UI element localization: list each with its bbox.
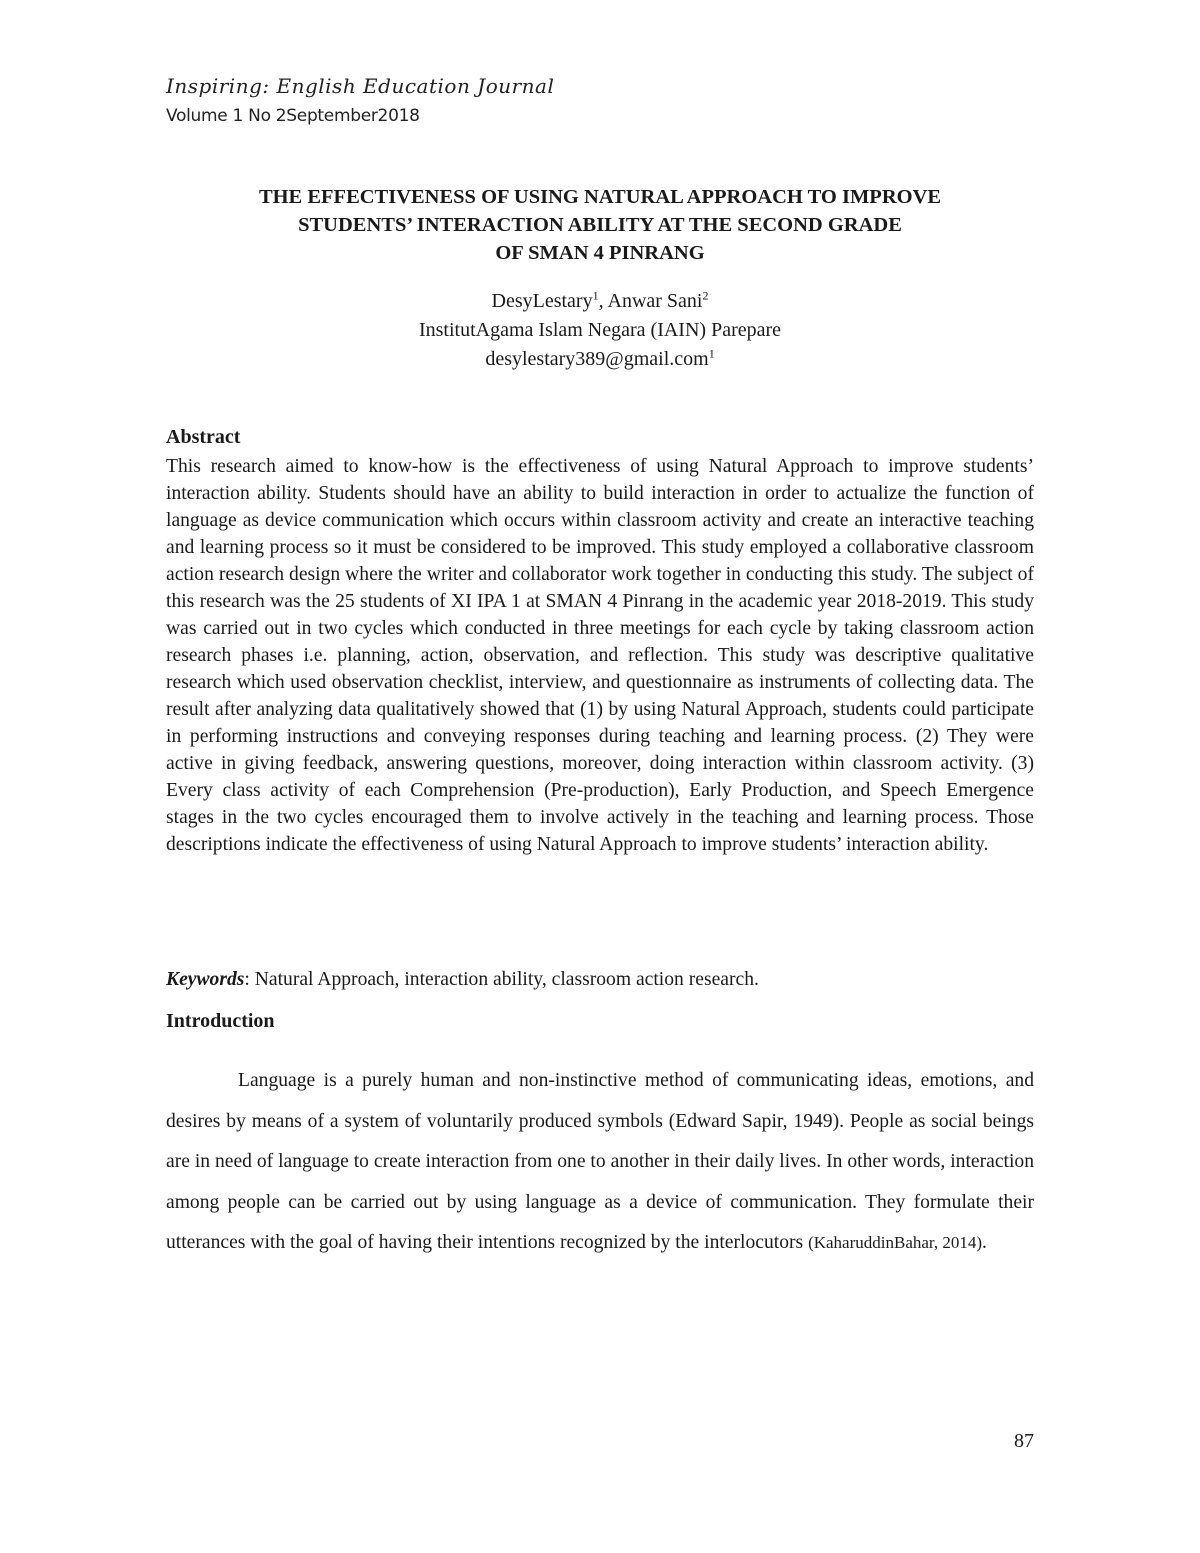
keywords-label: Keywords (166, 969, 245, 990)
title-line-3: OF SMAN 4 PINRANG (495, 242, 705, 264)
journal-name: Inspiring: English Education Journal (166, 74, 555, 98)
introduction-heading: Introduction (166, 1010, 275, 1032)
introduction-citation: (KaharuddinBahar, 2014) (808, 1233, 983, 1252)
authors-block (166, 287, 1034, 374)
author-1: DesyLestary (491, 290, 593, 312)
email-mark: 1 (708, 346, 715, 361)
affiliation: InstitutAgama Islam Negara (IAIN) Parepare (418, 319, 782, 341)
introduction-text: Language is a purely human and non-instinctive method of communicating ideas, emotions, and desires by means of a system of voluntarily produced symbols (Edward Sapir, 1949). People as social beings are in need of language to create interaction from one to another in their daily lives. In other words, interaction among people can be carried out by using language as a device of communication. They formulate their utterances with the goal of having their intentions recognized by the interlocutors (166, 1070, 1034, 1253)
introduction-end: . (982, 1232, 987, 1253)
email-line (166, 345, 1034, 374)
introduction-paragraph (166, 1061, 1034, 1264)
page-number: 87 (1014, 1430, 1034, 1452)
author-1-mark: 1 (592, 288, 599, 303)
abstract-text: This research aimed to know-how is the effectiveness of using Natural Approach to improve students’ interaction ability. Students should have an ability to build interaction in order to actualize the function of language as device communication which occurs within classroom activity and create an interactive teaching and learning process so it must be considered to be improved. This study employed a collaborative classroom action research design where the writer and collaborator work together in conducting this study. The subject of this research was the 25 students of XI IPA 1 at SMAN 4 Pinrang in the academic year 2018-2019. This study was carried out in two cycles which conducted in three meetings for each cycle by taking classroom action research phases i.e. planning, action, observation, and reflection. This study was descriptive qualitative research which used observation checklist, interview, and questionnaire as instruments of collecting data. The result after analyzing data qualitatively showed that (1) by using Natural Approach, students could participate in performing instructions and conveying responses during teaching and learning process. (2) They were active in giving feedback, answering questions, moreover, doing interaction within classroom activity. (3) Every class activity of each Comprehension (Pre-production), Early Production, and Speech Emergence stages in the two cycles encouraged them to involve actively in the teaching and learning process. Those descriptions indicate the effectiveness of using Natural Approach to improve students’ interaction ability. (166, 456, 1034, 855)
keywords-line (166, 966, 1034, 993)
author-separator: , (598, 290, 608, 312)
author-line (166, 287, 1034, 316)
author-email: desylestary389@gmail.com (485, 348, 709, 370)
paper-title (166, 183, 1034, 267)
keywords-colon: : (244, 969, 250, 990)
author-2-mark: 2 (702, 288, 709, 303)
title-line-2: STUDENTS’ INTERACTION ABILITY AT THE SECOND GRADE (298, 214, 902, 236)
journal-volume: Volume 1 No 2September2018 (166, 106, 420, 126)
title-line-1: THE EFFECTIVENESS OF USING NATURAL APPROACH TO IMPROVE (258, 186, 942, 208)
abstract-heading: Abstract (166, 426, 241, 448)
keywords-text: Natural Approach, interaction ability, classroom action research. (249, 969, 759, 990)
author-2: Anwar Sani (607, 290, 703, 312)
